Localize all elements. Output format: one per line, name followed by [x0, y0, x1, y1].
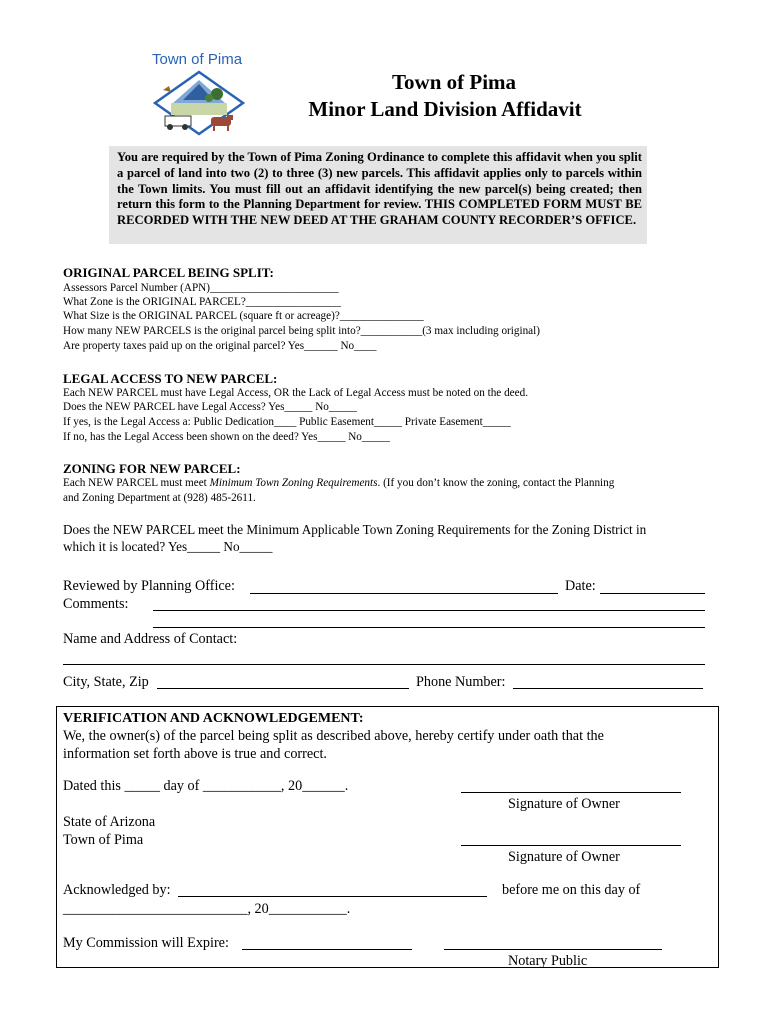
signature-label-2: Signature of Owner: [508, 849, 620, 865]
zoning-note-text-b: . (If you don’t know the zoning, contact the Planning: [377, 477, 615, 489]
legal-access-type-field[interactable]: If yes, is the Legal Access a: Public Dedication____ Public Easement_____ Private Easement_____: [63, 416, 511, 428]
apn-field[interactable]: Assessors Parcel Number (APN)_______________________: [63, 282, 339, 294]
town-seal-logo: [153, 70, 245, 136]
owner-signature-line-1[interactable]: [461, 792, 681, 793]
legal-access-note: Each NEW PARCEL must have Legal Access, OR the Lack of Legal Access must be noted on the deed.: [63, 387, 528, 399]
comments-line-1[interactable]: [153, 610, 705, 611]
zone-field[interactable]: What Zone is the ORIGINAL PARCEL?_________________: [63, 296, 341, 308]
verification-heading: VERIFICATION AND ACKNOWLEDGEMENT:: [63, 711, 364, 726]
legal-access-heading: LEGAL ACCESS TO NEW PARCEL:: [63, 371, 278, 386]
town-label: Town of Pima: [63, 832, 144, 848]
comments-line-2[interactable]: [153, 627, 705, 628]
new-parcels-field[interactable]: How many NEW PARCELS is the original parcel being split into?___________(3 max including original): [63, 325, 540, 337]
notice-text: You are required by the Town of Pima Zoning Ordinance to complete this affidavit when you split a parcel of land into two (2) to three (3) new parcels. This affidavit applies only to parcels within the Town limits. You must fill out an affidavit identifying the new parcel(s) being created; then return this form to the Planning Department for review. THIS COMPLETED FORM MUST BE RECORDED WITH THE NEW DEED AT THE GRAHAM COUNTY RECORDER’S OFFICE.: [117, 150, 642, 228]
zoning-note-line2: and Zoning Department at (928) 485-2611.: [63, 492, 256, 504]
verification-body-line2: information set forth above is true and correct.: [63, 746, 327, 762]
contact-label: Name and Address of Contact:: [63, 631, 238, 647]
original-parcel-heading: ORIGINAL PARCEL BEING SPLIT:: [63, 265, 274, 280]
contact-line[interactable]: [63, 664, 705, 665]
before-me-label: before me on this day of: [502, 882, 641, 898]
form-title-line1: Town of Pima: [391, 70, 517, 94]
phone-label: Phone Number:: [416, 674, 506, 690]
state-label: State of Arizona: [63, 814, 156, 830]
reviewed-by-label: Reviewed by Planning Office:: [63, 578, 235, 594]
commission-label: My Commission will Expire:: [63, 935, 229, 951]
acknowledged-line[interactable]: [178, 896, 487, 897]
date-label: Date:: [565, 578, 596, 594]
commission-line[interactable]: [242, 949, 412, 950]
zoning-heading: ZONING FOR NEW PARCEL:: [63, 461, 241, 476]
notary-label: Notary Public: [508, 953, 588, 969]
phone-line[interactable]: [513, 688, 703, 689]
logo-title: Town of Pima: [152, 51, 243, 68]
zoning-note-text-a: Each NEW PARCEL must meet: [63, 477, 210, 489]
size-field[interactable]: What Size is the ORIGINAL PARCEL (square ft or acreage)?_______________: [63, 310, 424, 322]
owner-signature-line-2[interactable]: [461, 845, 681, 846]
dated-field[interactable]: Dated this _____ day of ___________, 20______.: [63, 778, 349, 794]
zoning-note-line1: [63, 477, 614, 489]
legal-access-deed-field[interactable]: If no, has the Legal Access been shown on the deed? Yes_____ No_____: [63, 431, 390, 443]
city-label: City, State, Zip: [63, 674, 149, 690]
city-line[interactable]: [157, 688, 409, 689]
acknowledged-label: Acknowledged by:: [63, 882, 171, 898]
zoning-question-line1: Does the NEW PARCEL meet the Minimum Applicable Town Zoning Requirements for the Zoning District in: [63, 522, 647, 537]
form-title-line2: Minor Land Division Affidavit: [308, 97, 582, 121]
legal-access-field[interactable]: Does the NEW PARCEL have Legal Access? Yes_____ No_____: [63, 401, 357, 413]
zoning-note-italic: Minimum Town Zoning Requirements: [209, 477, 378, 489]
taxes-paid-field[interactable]: Are property taxes paid up on the original parcel? Yes______ No____: [63, 340, 377, 352]
zoning-question-field[interactable]: which it is located? Yes_____ No_____: [63, 539, 273, 554]
notary-signature-line[interactable]: [444, 949, 662, 950]
date-line[interactable]: [600, 593, 705, 594]
verification-body-line1: We, the owner(s) of the parcel being split as described above, hereby certify under oath that the: [63, 728, 604, 744]
reviewed-by-line[interactable]: [250, 593, 558, 594]
acknowledged-date-field[interactable]: __________________________, 20___________.: [63, 901, 351, 917]
comments-label: Comments:: [63, 596, 129, 612]
signature-label-1: Signature of Owner: [508, 796, 620, 812]
